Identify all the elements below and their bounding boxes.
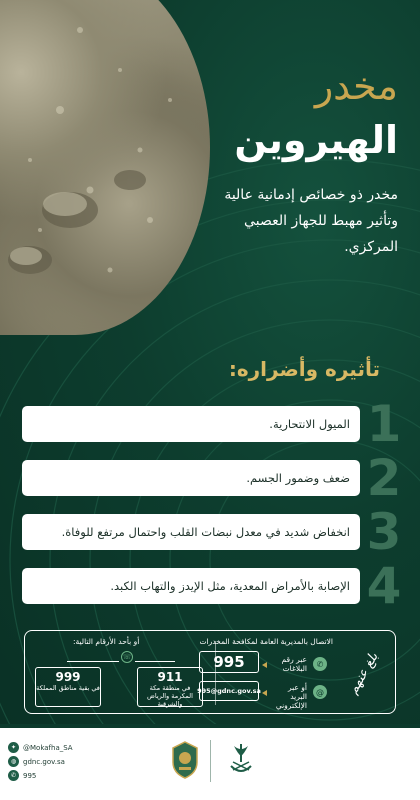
region-number-911[interactable]: 911 في منطقة مكة المكرمة والرياض والشرقية [137,667,203,707]
ministry-emblem [226,740,256,780]
effects-heading: تأثيره وأضراره: [228,357,380,381]
effect-item-1 [22,395,402,453]
phone-icon: ✆ [8,770,19,781]
region-number-999[interactable]: 999 في بقية مناطق المملكة [35,667,101,707]
globe-icon: ◍ [8,756,19,767]
effect-text: الإصابة بالأمراض المعدية، مثل الإيدز والتهاب الكبد. [110,579,350,593]
email-label: أو عبر البريد الإلكتروني [275,683,307,710]
heroin-powder-photo [0,0,210,335]
twitter-icon: ✦ [8,742,19,753]
phone-ring-icon: ☏ [122,653,132,661]
effect-item-3 [22,503,402,561]
phone-label: عبر رقم البلاغات [281,655,307,673]
phone-icon: ✆ [313,657,327,671]
report-phone-number[interactable]: 995 [199,651,259,673]
effect-number: 1 [366,395,402,453]
drug-name: الهيروين [234,118,398,162]
effect-text: انخفاض شديد في معدل نبضات القلب واحتمال مرتفع للوفاة. [61,525,350,539]
contact-box [24,630,396,714]
effect-item-4 [22,557,402,615]
alt-numbers-heading: أو بأحد الأرقام التالية: [73,637,140,646]
footer-phone[interactable]: ✆ 995 [8,770,36,781]
report-stamp: بلغ عنهم [346,649,382,697]
effect-number: 2 [366,449,402,507]
contact-divider [215,641,216,705]
title-word: مخدر [314,64,398,108]
emblem-divider [210,740,211,782]
twitter-link[interactable]: ✦ @Mokafha_SA [8,742,73,753]
direct-contact-heading: الاتصال بالمديرية العامة لمكافحة المخدرات [199,637,333,646]
effect-text: الميول الانتحارية. [269,417,350,431]
report-email[interactable]: 995@gdnc.gov.sa [199,681,259,701]
footer-bar [0,728,420,800]
drug-description: مخدر ذو خصائص إدمانية عالية وتأثير مهبط للجهاز العصبي المركزي. [224,187,398,255]
narcotics-control-emblem [170,740,200,780]
effect-number: 3 [366,503,402,561]
effect-item-2 [22,449,402,507]
arrow-icon [262,690,267,696]
website-link[interactable]: ◍ gdnc.gov.sa [8,756,65,767]
effect-text: ضعف وضمور الجسم. [246,471,350,485]
arrow-icon [262,662,267,668]
effect-number: 4 [366,557,402,615]
email-icon: @ [313,685,327,699]
